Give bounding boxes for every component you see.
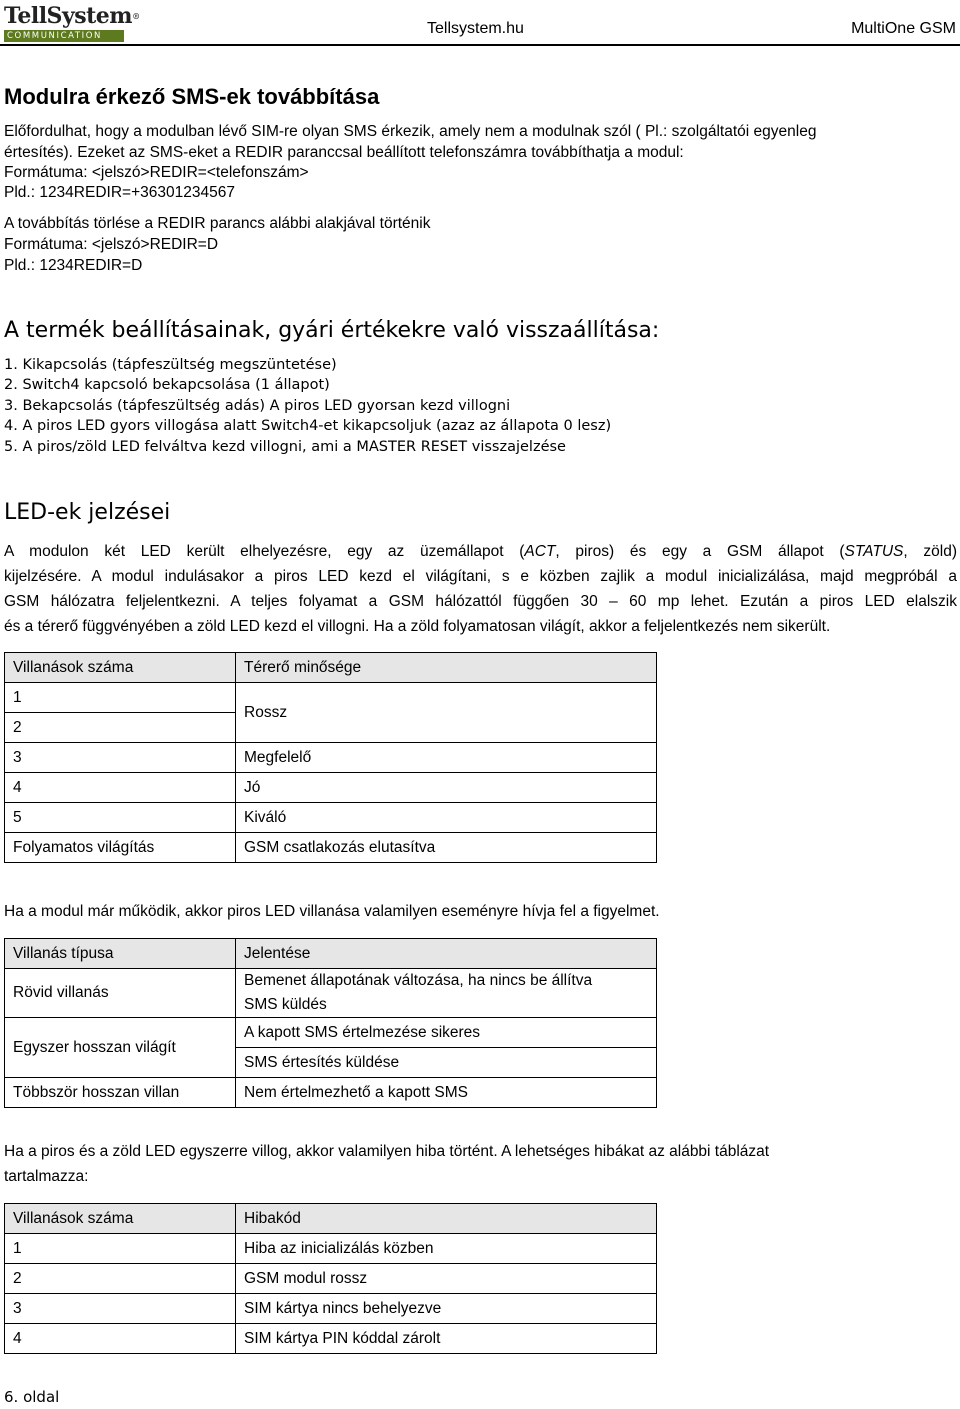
table-header-cell: Jelentése: [236, 939, 657, 969]
logo-registered-mark: ®: [132, 11, 140, 21]
table-cell: Egyszer hosszan világít: [5, 1018, 236, 1078]
error-code-table: [4, 1203, 657, 1354]
led-title: LED-ek jelzései: [4, 500, 171, 525]
sms-example: Pld.: 1234REDIR=+36301234567: [4, 184, 235, 201]
table-cell: Megfelelő: [236, 743, 657, 773]
table-row: [5, 773, 657, 803]
event-intro: Ha a modul már működik, akkor piros LED villanása valamilyen eseményre hívja fel a figyelmet.: [4, 903, 660, 920]
header-divider: [0, 44, 960, 46]
table-row: [5, 743, 657, 773]
led-event-table: [4, 938, 657, 1108]
page-header: [0, 0, 960, 46]
led-paragraph-line-1: A modulon két LED került elhelyezésre, egy az üzemállapot (ACT, piros) és egy a GSM állapot (STATUS, zöld): [4, 543, 957, 560]
table-cell: SIM kártya nincs behelyezve: [236, 1294, 657, 1324]
table-cell: Nem értelmezhető a kapott SMS: [236, 1078, 657, 1108]
table-row: [5, 1018, 657, 1048]
table-cell: 3: [5, 1294, 236, 1324]
table-row: [5, 1264, 657, 1294]
table-cell: 3: [5, 743, 236, 773]
sms-forward-title: Modulra érkező SMS-ek továbbítása: [4, 84, 380, 109]
table-row: [5, 1324, 657, 1354]
table-header-cell: Villanás típusa: [5, 939, 236, 969]
led-paragraph-line: és a térerő függvényében a zöld LED kezd el villogni. Ha a zöld folyamatosan világít, akkor a feljelentkezés nem sikerült.: [4, 618, 831, 635]
table-cell: 4: [5, 773, 236, 803]
table-cell: Folyamatos világítás: [5, 833, 236, 863]
header-product: MultiOne GSM: [851, 20, 956, 37]
table-cell: 1: [5, 683, 236, 713]
table-cell: SIM kártya PIN kóddal zárolt: [236, 1324, 657, 1354]
error-intro: Ha a piros és a zöld LED egyszerre villog, akkor valamilyen hiba történt. A lehetséges hibákat az alábbi táblázat: [4, 1143, 770, 1160]
table-header-row: [5, 939, 657, 969]
table-cell: A kapott SMS értelmezése sikeres: [236, 1018, 657, 1048]
table-cell: Rövid villanás: [5, 969, 236, 1018]
table-cell: Kiváló: [236, 803, 657, 833]
reset-step: 3. Bekapcsolás (tápfeszültség adás) A piros LED gyorsan kezd villogni: [4, 398, 511, 414]
table-cell: GSM csatlakozás elutasítva: [236, 833, 657, 863]
table-cell: 2: [5, 1264, 236, 1294]
table-row: [5, 833, 657, 863]
tellsystem-logo: [4, 3, 140, 42]
table-row: [5, 683, 657, 713]
sms-line: értesítés). Ezeket az SMS-eket a REDIR paranccsal beállított telefonszámra továbbíthatja a modul:: [4, 144, 684, 161]
sms-delete-example: Pld.: 1234REDIR=D: [4, 257, 143, 274]
table-cell: 5: [5, 803, 236, 833]
table-header-cell: Hibakód: [236, 1204, 657, 1234]
header-site: Tellsystem.hu: [427, 20, 524, 37]
table-row: [5, 1234, 657, 1264]
reset-step: 1. Kikapcsolás (tápfeszültség megszüntetése): [4, 357, 337, 373]
status-term: STATUS: [844, 543, 904, 560]
logo-subtitle: COMMUNICATION: [4, 30, 124, 42]
error-intro: tartalmazza:: [4, 1168, 89, 1185]
sms-format: Formátuma: <jelszó>REDIR=<telefonszám>: [4, 164, 309, 181]
led-paragraph-line: GSM hálózatra feljelentkezni. A teljes folyamat a GSM hálózattól függően 30 – 60 mp lehet. Ezután a piros LED elalszik: [4, 593, 957, 610]
reset-step: 4. A piros LED gyors villogása alatt Switch4-et kikapcsoljuk (azaz az állapota 0 lesz): [4, 418, 612, 434]
table-row: [5, 969, 657, 1018]
table-row: [5, 803, 657, 833]
table-cell: Többször hosszan villan: [5, 1078, 236, 1108]
table-cell: 1: [5, 1234, 236, 1264]
table-header-cell: Villanások száma: [5, 1204, 236, 1234]
table-cell: SMS értesítés küldése: [236, 1048, 657, 1078]
led-paragraph: [4, 539, 957, 639]
table-cell: Hiba az inicializálás közben: [236, 1234, 657, 1264]
table-cell: GSM modul rossz: [236, 1264, 657, 1294]
reset-step: 2. Switch4 kapcsoló bekapcsolása (1 állapot): [4, 377, 330, 393]
table-cell: Jó: [236, 773, 657, 803]
table-cell: 2: [5, 713, 236, 743]
sms-delete-line: A továbbítás törlése a REDIR parancs alábbi alakjával történik: [4, 215, 431, 232]
led-paragraph-line: kijelzésére. A modul indulásakor a piros LED kezd el világítani, s e közben zajlik a modul inicializálása, majd megpróbál a: [4, 568, 957, 585]
logo-wordmark: TellSystem: [4, 3, 133, 29]
reset-step: 5. A piros/zöld LED felváltva kezd villogni, ami a MASTER RESET visszajelzése: [4, 439, 566, 455]
table-header-row: [5, 653, 657, 683]
table-cell: 4: [5, 1324, 236, 1354]
page-number: 6. oldal: [4, 1388, 60, 1406]
signal-strength-table: [4, 652, 657, 863]
act-term: ACT: [524, 543, 556, 560]
table-header-cell: Villanások száma: [5, 653, 236, 683]
sms-delete-format: Formátuma: <jelszó>REDIR=D: [4, 236, 219, 253]
reset-title: A termék beállításainak, gyári értékekre való visszaállítása:: [4, 318, 660, 343]
table-cell-merged: Rossz: [236, 683, 657, 743]
table-row: [5, 1078, 657, 1108]
table-row: [5, 1294, 657, 1324]
table-cell: Bemenet állapotának változása, ha nincs be állítva SMS küldés: [236, 969, 657, 1018]
table-header-row: [5, 1204, 657, 1234]
sms-line: Előfordulhat, hogy a modulban lévő SIM-re olyan SMS érkezik, amely nem a modulnak szól ( Pl.: szolgáltatói egyenleg: [4, 123, 817, 140]
table-header-cell: Térerő minősége: [236, 653, 657, 683]
